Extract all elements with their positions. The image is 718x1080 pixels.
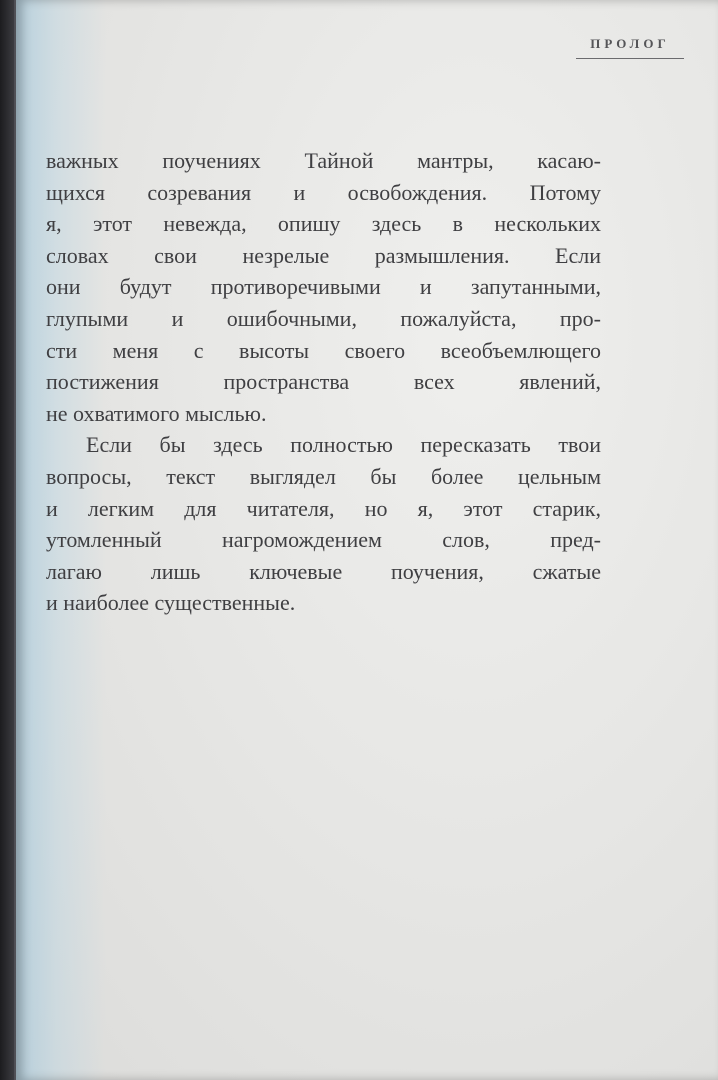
text-line: щихся созревания и освобождения. Потому xyxy=(46,179,601,205)
running-title: ПРОЛОГ xyxy=(590,36,670,51)
text-line: я, этот невежда, опишу здесь в нескольких xyxy=(46,211,601,237)
body-text xyxy=(46,145,601,619)
running-head xyxy=(576,36,684,59)
text-line: они будут противоречивыми и запутанными, xyxy=(46,274,601,300)
text-line: лагаю лишь ключевые поучения, сжатые xyxy=(46,558,601,584)
text-line: и наиболее существенные. xyxy=(46,590,296,616)
book-page xyxy=(16,0,718,1080)
text-line: словах свои незрелые размышления. Если xyxy=(46,242,601,268)
text-line: постижения пространства всех явлений, xyxy=(46,369,601,395)
text-line: Если бы здесь полностью пересказать твои xyxy=(86,432,601,458)
text-line: вопросы, текст выглядел бы более цельным xyxy=(46,463,601,489)
text-line: не охватимого мыслью. xyxy=(46,400,267,426)
book-spine-shadow xyxy=(0,0,14,1080)
running-head-rule xyxy=(576,58,684,59)
text-line: утомленный нагромождением слов, пред- xyxy=(46,527,601,553)
text-line: важных поучениях Тайной мантры, касаю- xyxy=(46,148,601,173)
text-line: и легким для читателя, но я, этот старик, xyxy=(46,495,601,521)
text-line: сти меня с высоты своего всеобъемлющего xyxy=(46,337,601,363)
text-line: глупыми и ошибочными, пожалуйста, про- xyxy=(46,305,601,331)
